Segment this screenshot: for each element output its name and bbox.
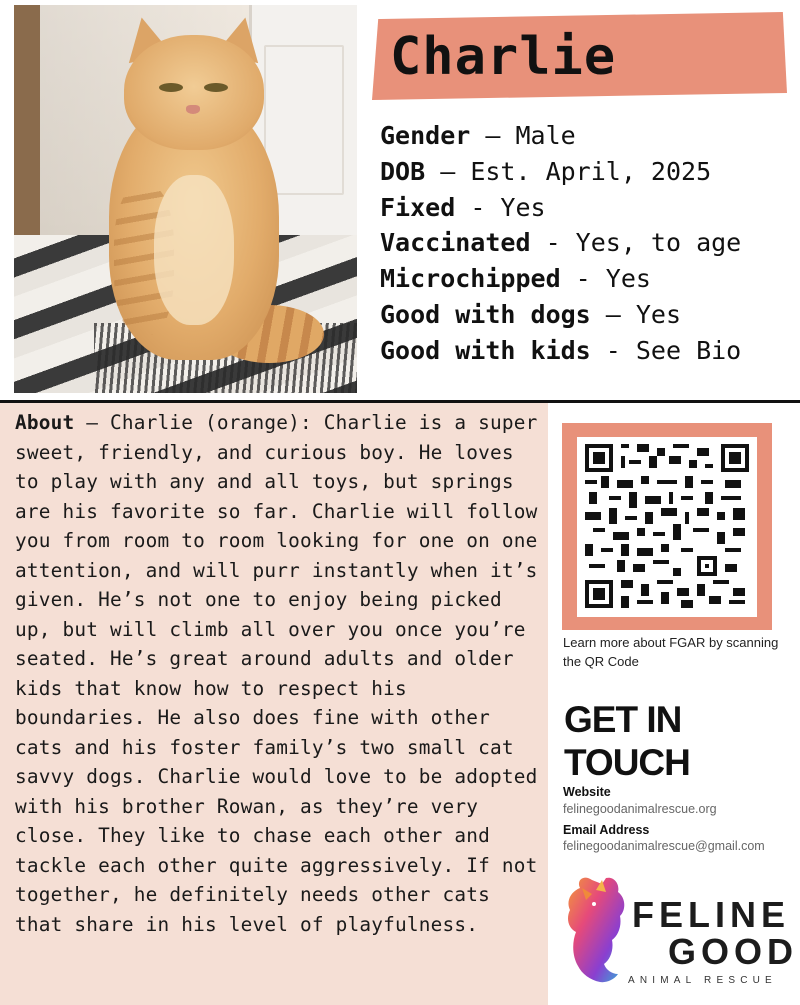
logo-word-animal-rescue: ANIMAL RESCUE — [628, 975, 777, 986]
about-bio — [15, 408, 547, 939]
facts-list — [380, 118, 790, 369]
cat-nose — [186, 105, 200, 114]
fact-gender — [380, 118, 790, 154]
fact-fixed — [380, 190, 790, 226]
fact-separator: - — [590, 335, 636, 365]
cat-head — [124, 35, 264, 150]
fact-dob — [380, 154, 790, 190]
fact-separator: – — [590, 299, 636, 329]
fact-separator: - — [560, 264, 606, 294]
heading-line-2: TOUCH — [564, 742, 690, 783]
fact-value: Yes, to age — [575, 228, 742, 258]
fact-separator: - — [530, 228, 576, 258]
about-label: About — [15, 411, 75, 434]
qr-caption: Learn more about FGAR by scanning the QR Code — [563, 635, 779, 669]
fact-value: Yes — [635, 299, 682, 329]
logo-word-good: GOOD — [668, 931, 799, 972]
fact-key: Vaccinated — [380, 228, 531, 258]
qr-code[interactable] — [585, 444, 749, 608]
website-link[interactable]: felinegoodanimalrescue.org — [563, 802, 717, 816]
fact-good-with-dogs — [380, 297, 790, 333]
cat-eye-left — [159, 83, 183, 92]
fact-key: Gender — [380, 121, 471, 150]
heading-line-1: GET IN — [564, 699, 682, 740]
fact-value: Est. April, 2025 — [470, 156, 712, 186]
fact-key: Microchipped — [380, 264, 561, 294]
cat-eye-right — [204, 83, 228, 92]
cat-logo-icon — [562, 870, 632, 988]
about-separator: – — [74, 411, 110, 434]
fact-key: DOB — [380, 156, 426, 186]
website-label: Website — [563, 785, 611, 799]
fact-key: Good with kids — [380, 335, 591, 365]
fact-separator: – — [470, 121, 516, 150]
get-in-touch-heading — [564, 698, 794, 784]
fact-key: Fixed — [380, 192, 456, 222]
fact-value: Yes — [605, 264, 651, 294]
pet-name: Charlie — [390, 27, 617, 87]
about-body: Charlie (orange): Charlie is a super sweet, friendly, and curious boy. He loves to play with any and all toys, but springs are his favorite so far. Charlie will follow you from room to room looking for one on one attention, and will purr instantly when it’s given. He’s not one to enjoy being picked up, but will climb all over you once you’re seated. He’s great around adults and older kids that know how to respect his boundaries. He also does fine with other cats and his foster family’s two small cat savvy dogs. Charlie would love to be adopted with his brother Rowan, as they’re very close. They like to chase each other and tackle each other quite aggressively. If not together, he definitely needs other cats that share in his level of playfulness. — [15, 411, 538, 936]
cat-belly — [154, 175, 234, 325]
email-link[interactable]: felinegoodanimalrescue@gmail.com — [563, 839, 765, 853]
fact-value: Male — [515, 121, 576, 150]
fact-separator: – — [425, 156, 471, 186]
fact-value: Yes — [500, 192, 546, 222]
logo-word-feline: FELINE — [632, 894, 791, 935]
door-panel — [264, 45, 344, 195]
fact-microchipped — [380, 261, 790, 297]
cat-photo — [14, 5, 357, 393]
fact-vaccinated — [380, 225, 790, 261]
fact-value: See Bio — [635, 335, 742, 365]
email-label: Email Address — [563, 823, 650, 837]
fact-separator: - — [455, 192, 501, 222]
fact-key: Good with dogs — [380, 299, 591, 329]
fact-good-with-kids — [380, 333, 790, 369]
